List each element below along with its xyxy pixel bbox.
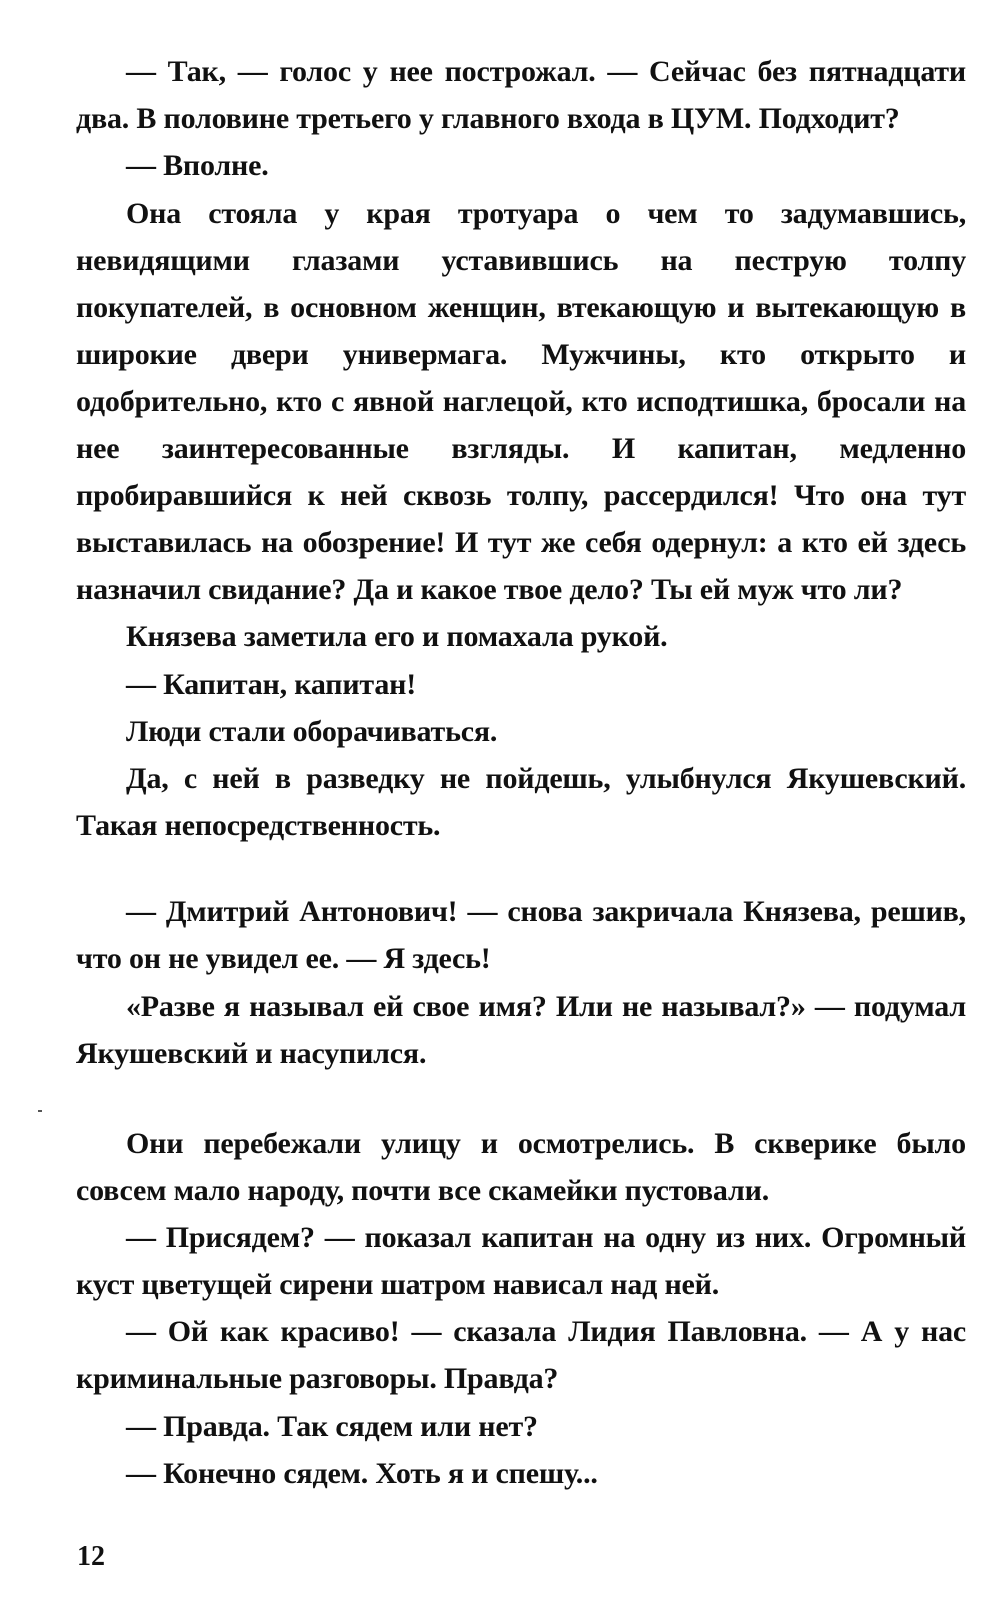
page-number: 12 (77, 1541, 105, 1572)
scan-speck (38, 1110, 42, 1112)
paragraph: — Конечно сядем. Хоть я и спешу... (126, 1457, 598, 1490)
paragraph: — Вполне. (126, 149, 269, 182)
paragraph: — Ой как красиво! — сказала Лидия Павловна. — А у нас криминальные разговоры. Правда? (76, 1315, 966, 1395)
paragraph: Они перебежали улицу и осмотрелись. В скверике было совсем мало народу, почти все скамейки пустовали. (76, 1127, 966, 1207)
paragraph: Люди стали оборачиваться. (126, 715, 498, 748)
paragraph: — Дмитрий Антонович! — снова закричала Князева, решив, что он не увидел ее. — Я здесь! (76, 895, 966, 975)
paragraph: «Разве я называл ей свое имя? Или не называл?» — подумал Якушевский и насупился. (76, 990, 966, 1070)
paragraph: Да, с ней в разведку не пойдешь, улыбнулся Якушевский. Такая непосредственность. (76, 762, 966, 842)
paragraph: — Капитан, капитан! (126, 668, 417, 701)
paragraph: — Присядем? — показал капитан на одну из них. Огромный куст цветущей сирени шатром нависал над ней. (76, 1221, 966, 1301)
paragraph: Князева заметила его и помахала рукой. (126, 620, 668, 653)
paragraph: Она стояла у края тротуара о чем то задумавшись, невидящими глазами уставившись на пеструю толпу покупателей, в основном женщин, втекающую и вытекающую в широкие двери универмага. Мужчины, кто открыто и одобрительно, кто с явной наглецой, кто исподтишка, бросали на нее заинтересованные взгляды. И капитан, медленно пробиравшийся к ней сквозь толпу, рассердился! Что она тут выставилась на обозрение! И тут же себя одернул: а кто ей здесь назначил свидание? Да и какое твое дело? Ты ей муж что ли? (76, 197, 966, 606)
paragraph: — Так, — голос у нее построжал. — Сейчас без пятнадцати два. В половине третьего у главного входа в ЦУМ. Подходит? (76, 55, 966, 135)
paragraph: — Правда. Так сядем или нет? (126, 1410, 538, 1443)
